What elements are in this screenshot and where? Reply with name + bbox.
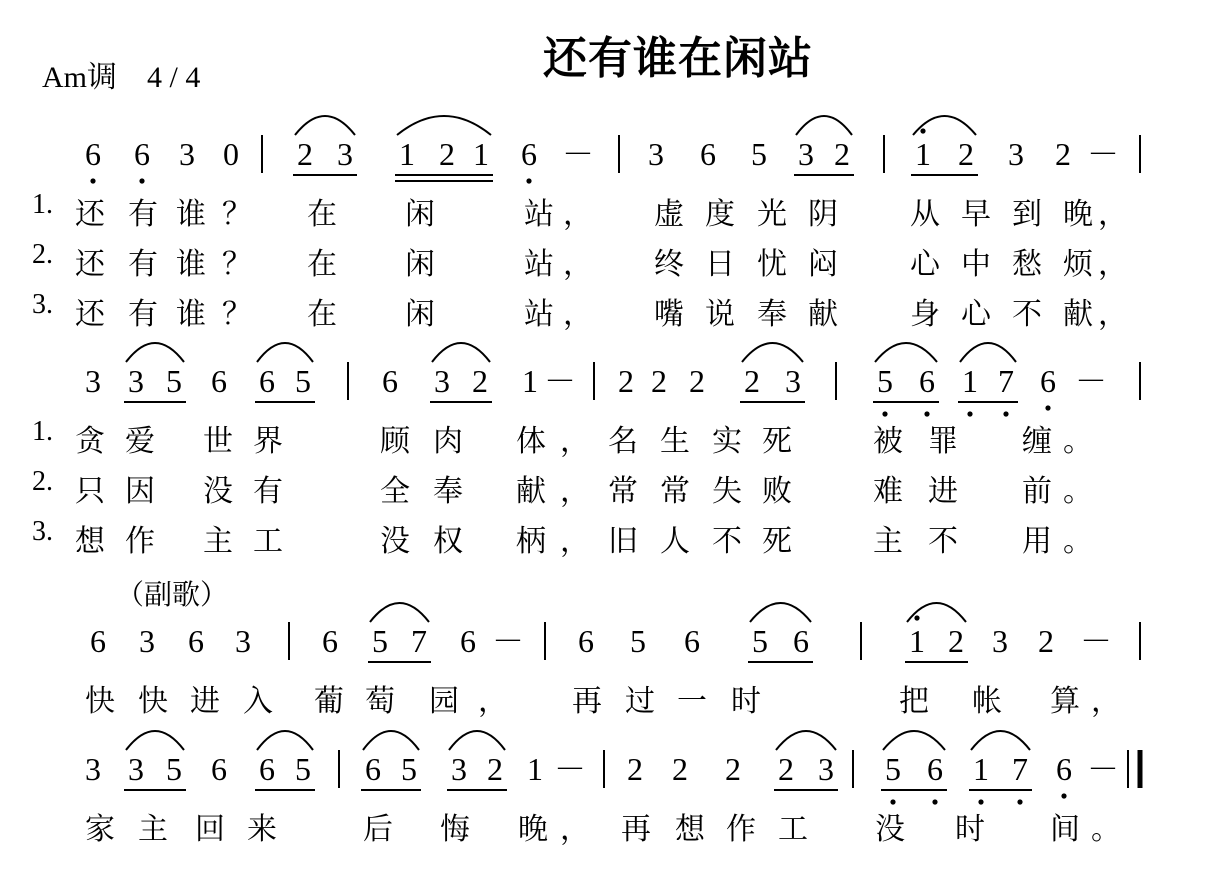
lyric-char: 入 (243, 684, 273, 719)
note: 5 (751, 136, 767, 172)
note: 6 (322, 623, 338, 659)
lyric-char: 快 (138, 684, 168, 719)
lyric-char: 奉 (757, 297, 787, 332)
note: 1 (973, 751, 989, 787)
lyric-char: 献 (1063, 297, 1093, 332)
note: 2 (1055, 136, 1071, 172)
lyric-char: 早 (961, 197, 991, 232)
low-octave-dot (1003, 411, 1008, 416)
note: 5 (885, 751, 901, 787)
note: － (1086, 136, 1120, 172)
lyric-char: 家 (85, 812, 115, 847)
lyric-char: 只 (75, 474, 105, 509)
low-octave-dot (967, 411, 972, 416)
lyric-char: 有 (128, 247, 158, 282)
chorus-label: （副歌） (116, 578, 229, 611)
lyric-char: 常 (660, 474, 690, 509)
lyric-char: 献 (516, 474, 546, 509)
note: 6 (259, 363, 275, 399)
lyric-char: 主 (203, 524, 233, 559)
lyric-char: 到 (1012, 197, 1042, 232)
lyric-char: ， (560, 424, 590, 459)
lyric-char: 想 (75, 524, 105, 559)
note: 1 (909, 623, 925, 659)
note: 6 (919, 363, 935, 399)
lyric-char: 权 (433, 524, 463, 559)
note: 3 (128, 751, 144, 787)
lyric-char: 。 (1063, 524, 1093, 559)
song-title: 还有谁在闲站 (543, 33, 813, 84)
lyric-char: ？ (222, 297, 252, 332)
slur (449, 731, 505, 750)
note: 0 (223, 136, 239, 172)
lyric-char: 死 (762, 424, 792, 459)
lyric-char: 因 (125, 474, 155, 509)
lyric-char: 常 (608, 474, 638, 509)
lyric-char: 后 (363, 812, 393, 847)
note: 1 (915, 136, 931, 172)
note: 5 (630, 623, 646, 659)
slur (883, 731, 945, 750)
note: 2 (651, 363, 667, 399)
note: 3 (337, 136, 353, 172)
lyric-char: 体 (516, 424, 546, 459)
lyric-char: 终 (654, 247, 684, 282)
note: － (491, 623, 525, 659)
lyric-char: 还 (75, 197, 105, 232)
lyric-char: 回 (195, 812, 225, 847)
lyric-char: 旧 (608, 524, 638, 559)
lyric-char: 烦 (1063, 247, 1093, 282)
low-octave-dot (1061, 793, 1066, 798)
lyric-char: ， (560, 524, 590, 559)
lyric-char: 帐 (972, 684, 1002, 719)
note: 2 (958, 136, 974, 172)
lyric-char: 没 (380, 524, 410, 559)
low-octave-dot (1017, 799, 1022, 804)
lyric-char: 时 (955, 812, 985, 847)
note: 5 (401, 751, 417, 787)
lyric-char: 心 (961, 297, 991, 332)
note: 3 (85, 751, 101, 787)
lyric-char: ， (1098, 247, 1128, 282)
high-octave-dot (914, 615, 919, 620)
note: 5 (752, 623, 768, 659)
slur (875, 343, 937, 362)
lyric-char: 谁 (176, 297, 206, 332)
lyric-char: 日 (705, 247, 735, 282)
note: 6 (365, 751, 381, 787)
lyric-char: 在 (307, 297, 337, 332)
lyric-char: 中 (961, 247, 991, 282)
lyric-char: 生 (660, 424, 690, 459)
slur (750, 603, 811, 622)
lyric-char: 还 (75, 247, 105, 282)
verse-number: 3. (32, 516, 53, 547)
lyric-char: 没 (875, 812, 905, 847)
lyric-char: ， (563, 197, 593, 232)
note: 2 (778, 751, 794, 787)
note: 2 (725, 751, 741, 787)
note: 1 (473, 136, 489, 172)
lyric-char: 世 (203, 424, 233, 459)
slur (363, 731, 419, 750)
lyric-char: 在 (307, 197, 337, 232)
lyric-char: 间 (1050, 812, 1080, 847)
lyric-char: 有 (128, 197, 158, 232)
lyric-char: 实 (712, 424, 742, 459)
note: 2 (948, 623, 964, 659)
note: 2 (472, 363, 488, 399)
lyric-char: 主 (873, 524, 903, 559)
note: － (1086, 751, 1120, 787)
note: 2 (834, 136, 850, 172)
lyric-char: 过 (625, 684, 655, 719)
note: － (543, 363, 577, 399)
note: 2 (1038, 623, 1054, 659)
note: 3 (128, 363, 144, 399)
lyric-char: 心 (910, 247, 940, 282)
low-octave-dot (90, 178, 95, 183)
lyric-char: ？ (222, 247, 252, 282)
note: 6 (211, 751, 227, 787)
lyric-char: 没 (203, 474, 233, 509)
note: 3 (179, 136, 195, 172)
verse-number: 1. (32, 416, 53, 447)
note: 3 (818, 751, 834, 787)
note: 6 (1056, 751, 1072, 787)
lyric-char: ， (1091, 684, 1121, 719)
note: 6 (1040, 363, 1056, 399)
lyric-char: 人 (660, 524, 690, 559)
lyric-char: 肉 (433, 424, 463, 459)
note: 5 (166, 363, 182, 399)
note: － (1074, 363, 1108, 399)
note: 6 (188, 623, 204, 659)
note: 5 (372, 623, 388, 659)
note: 6 (684, 623, 700, 659)
note: 2 (487, 751, 503, 787)
lyric-char: 工 (253, 524, 283, 559)
lyric-char: 作 (125, 524, 155, 559)
slur (776, 731, 836, 750)
lyric-char: 进 (190, 684, 220, 719)
lyric-char: 说 (705, 297, 735, 332)
note: 2 (297, 136, 313, 172)
lyric-char: 贪 (75, 424, 105, 459)
lyric-char: 名 (608, 424, 638, 459)
lyric-char: 想 (675, 812, 705, 847)
lyric-char: 失 (712, 474, 742, 509)
lyric-char: 罪 (928, 424, 958, 459)
lyric-char: 。 (1091, 812, 1121, 847)
note: 2 (439, 136, 455, 172)
lyric-char: 虚 (654, 197, 684, 232)
note: 6 (85, 136, 101, 172)
note: 3 (785, 363, 801, 399)
lyric-char: 站 (524, 197, 554, 232)
high-octave-dot (920, 128, 925, 133)
lyric-char: 奉 (433, 474, 463, 509)
lyric-char: 再 (621, 812, 651, 847)
lyric-char: 用 (1022, 524, 1052, 559)
note: 3 (235, 623, 251, 659)
note: － (1079, 623, 1113, 659)
lyric-char: 。 (1063, 424, 1093, 459)
note: 7 (998, 363, 1014, 399)
note: 3 (434, 363, 450, 399)
note: 7 (1012, 751, 1028, 787)
lyric-char: 被 (873, 424, 903, 459)
note: 2 (627, 751, 643, 787)
low-octave-dot (1045, 405, 1050, 410)
note: 5 (166, 751, 182, 787)
lyric-char: 作 (726, 812, 756, 847)
lyric-char: 界 (253, 424, 283, 459)
lyric-char: 进 (928, 474, 958, 509)
lyric-char: 闲 (405, 297, 435, 332)
note: 2 (672, 751, 688, 787)
low-octave-dot (139, 178, 144, 183)
lyric-char: 缠 (1022, 424, 1052, 459)
lyric-char: 还 (75, 297, 105, 332)
note: 7 (411, 623, 427, 659)
lyric-char: 全 (380, 474, 410, 509)
lyric-char: 身 (910, 297, 940, 332)
note: 6 (211, 363, 227, 399)
lyric-char: 有 (128, 297, 158, 332)
lyric-char: 站 (524, 247, 554, 282)
lyric-char: 柄 (516, 524, 546, 559)
lyric-char: 闲 (405, 197, 435, 232)
note: 3 (798, 136, 814, 172)
lyric-char: 在 (307, 247, 337, 282)
lyric-char: 爱 (125, 424, 155, 459)
note: 6 (700, 136, 716, 172)
note: 2 (689, 363, 705, 399)
lyric-char: 工 (778, 812, 808, 847)
note: 3 (451, 751, 467, 787)
lyric-char: 站 (524, 297, 554, 332)
verse-number: 3. (32, 289, 53, 320)
lyric-char: 献 (808, 297, 838, 332)
note: 1 (399, 136, 415, 172)
note: 1 (962, 363, 978, 399)
lyric-char: ， (560, 474, 590, 509)
slur (432, 343, 490, 362)
note: 3 (1008, 136, 1024, 172)
lyric-char: 有 (253, 474, 283, 509)
note: 6 (382, 363, 398, 399)
lyric-char: 。 (1063, 474, 1093, 509)
lyric-char: 快 (85, 684, 115, 719)
lyric-char: ， (563, 297, 593, 332)
note: 6 (134, 136, 150, 172)
lyric-char: 闷 (808, 247, 838, 282)
slur (742, 343, 803, 362)
lyric-char: 闲 (405, 247, 435, 282)
lyric-char: 葡 (314, 684, 344, 719)
note: 6 (521, 136, 537, 172)
slur (126, 343, 184, 362)
note: － (561, 136, 595, 172)
lyric-char: 忧 (757, 247, 787, 282)
key-signature: Am调 4 / 4 (42, 61, 201, 94)
lyric-char: 萄 (365, 684, 395, 719)
note: 5 (877, 363, 893, 399)
note: 3 (648, 136, 664, 172)
lyric-char: ？ (222, 197, 252, 232)
lyric-char: 顾 (380, 424, 410, 459)
lyric-char: 晚 (518, 812, 548, 847)
note: 1 (522, 363, 538, 399)
note: 3 (992, 623, 1008, 659)
lyric-char: 死 (762, 524, 792, 559)
lyric-char: ， (1098, 297, 1128, 332)
note: 3 (85, 363, 101, 399)
lyric-char: 算 (1050, 684, 1080, 719)
lyric-char: 主 (138, 812, 168, 847)
lyric-char: 一 (677, 684, 707, 719)
verse-number: 1. (32, 189, 53, 220)
lyric-char: 再 (572, 684, 602, 719)
note: 5 (295, 751, 311, 787)
slur (257, 731, 313, 750)
verse-number: 2. (32, 466, 53, 497)
note: 6 (90, 623, 106, 659)
note: － (553, 751, 587, 787)
lyric-char: 园 (429, 684, 459, 719)
note: 6 (259, 751, 275, 787)
note: 6 (793, 623, 809, 659)
lyric-char: 把 (899, 684, 929, 719)
slur (971, 731, 1030, 750)
lyric-char: 阴 (808, 197, 838, 232)
lyric-char: 度 (705, 197, 735, 232)
lyric-char: 不 (928, 524, 958, 559)
lyric-char: 时 (731, 684, 761, 719)
lyric-char: 难 (873, 474, 903, 509)
note: 6 (460, 623, 476, 659)
slur (370, 603, 429, 622)
lyric-char: 嘴 (654, 297, 684, 332)
lyric-char: 败 (762, 474, 792, 509)
lyric-char: 不 (1012, 297, 1042, 332)
lyric-char: 悔 (440, 812, 470, 847)
low-octave-dot (932, 799, 937, 804)
lyric-char: 不 (712, 524, 742, 559)
lyric-char: 晚 (1063, 197, 1093, 232)
note: 5 (295, 363, 311, 399)
lyric-char: 谁 (176, 247, 206, 282)
lyric-char: 来 (247, 812, 277, 847)
lyric-char: 光 (757, 197, 787, 232)
slur (295, 116, 355, 135)
lyric-char: ， (563, 247, 593, 282)
slur (397, 116, 491, 135)
lyric-char: ， (1098, 197, 1128, 232)
low-octave-dot (526, 178, 531, 183)
note: 3 (139, 623, 155, 659)
lyric-char: ， (478, 684, 508, 719)
slur (257, 343, 313, 362)
lyric-char: 谁 (176, 197, 206, 232)
verse-number: 2. (32, 239, 53, 270)
slur (796, 116, 852, 135)
lyric-char: 从 (910, 197, 940, 232)
note: 2 (618, 363, 634, 399)
slur (126, 731, 184, 750)
note: 6 (927, 751, 943, 787)
slur (960, 343, 1016, 362)
note: 2 (744, 363, 760, 399)
lyric-char: 前 (1022, 474, 1052, 509)
note: 1 (527, 751, 543, 787)
lyric-char: ， (560, 812, 590, 847)
lyric-char: 愁 (1012, 247, 1042, 282)
note: 6 (578, 623, 594, 659)
